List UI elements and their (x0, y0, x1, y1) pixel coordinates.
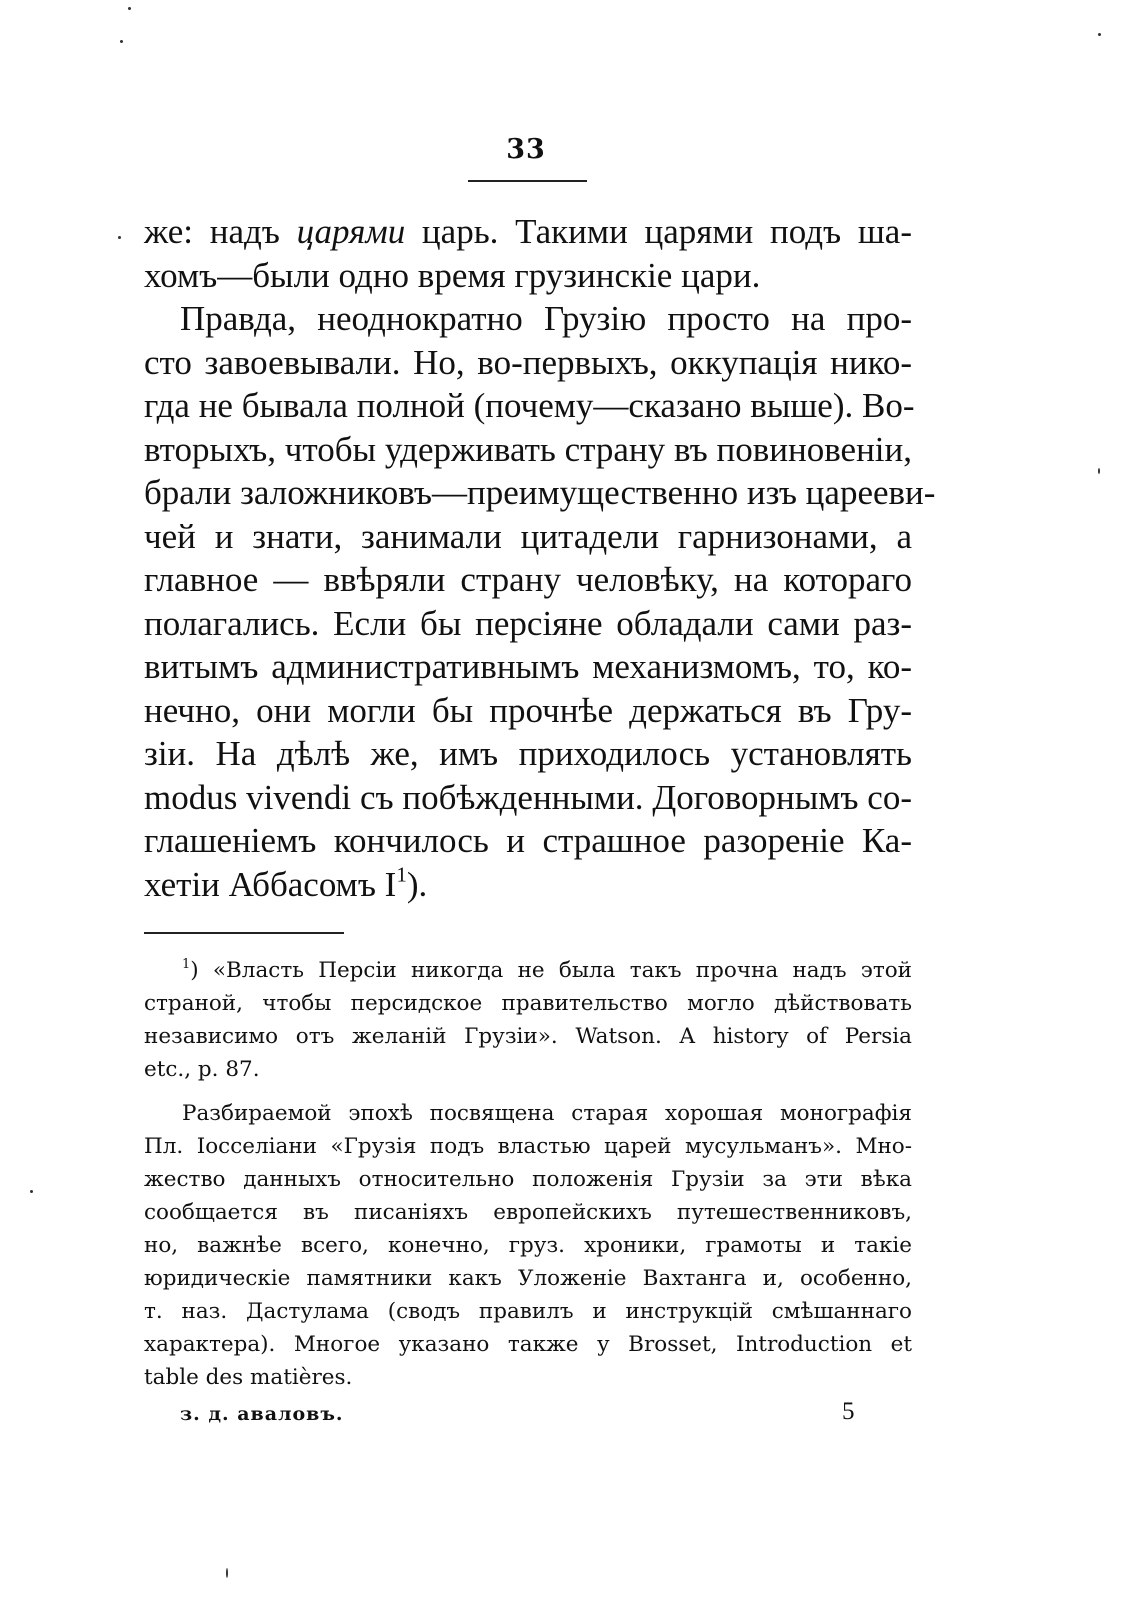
body-line: Правда, неоднократно Грузію просто на про- (180, 299, 912, 338)
footnote-line: страной, чтобы персидское правительство могло дѣйствовать (144, 991, 912, 1016)
footnote-line: т. наз. Дастулама (сводъ правилъ и инструкцій смѣшаннаго (144, 1299, 912, 1324)
footnote-reference[interactable]: 1 (396, 861, 407, 886)
body-line: хомъ—были одно время грузинскіе цари. (144, 255, 761, 295)
footnote-text: ) «Власть Персіи никогда не была такъ прочна надъ этой (190, 958, 912, 983)
body-line-text: хетіи Аббасомъ I (144, 864, 397, 904)
footnote-line: etc., p. 87. (144, 1057, 260, 1082)
body-line: гда не бывала полной (почему—сказано выше). Во- (144, 386, 915, 425)
footnote-line: но, важнѣе всего, конечно, груз. хроники, грамоты и такіе (144, 1233, 912, 1258)
footnote-line: table des matières. (144, 1365, 353, 1390)
body-line-text: царь. Такими царями подъ ша- (405, 212, 912, 251)
sheet-number: 5 (842, 1398, 855, 1425)
footnote-gap (144, 1086, 912, 1097)
body-text (144, 210, 936, 906)
scan-speck (118, 236, 121, 239)
scan-speck (128, 7, 131, 10)
scan-speck (1098, 33, 1101, 36)
footnotes (144, 954, 912, 1394)
body-line: главное — ввѣряли страну человѣку, на котораго (144, 560, 912, 599)
scan-speck (1098, 468, 1100, 474)
scan-speck (30, 1190, 33, 1193)
footnote-line: сообщается въ писаніяхъ европейскихъ путешественниковъ, (144, 1200, 912, 1225)
body-line: зіи. На дѣлѣ же, имъ приходилось установлять (144, 734, 912, 773)
footnote-line: Пл. Іосселіани «Грузія подъ властью царей мусульманъ». Мно- (144, 1134, 912, 1159)
footnote-line: независимо отъ желаній Грузіи». Watson. A history of Persia (144, 1024, 912, 1049)
body-line: витымъ административнымъ механизмомъ, то, ко- (144, 647, 912, 686)
body-line-text: же: надъ (144, 212, 297, 251)
footnote-line (144, 954, 912, 987)
footnote-marker: 1 (182, 956, 191, 972)
page-number: 33 (506, 134, 546, 165)
emphasis-text: царями (296, 212, 406, 251)
body-line: вторыхъ, чтобы удерживать страну въ повиновеніи, (144, 429, 912, 469)
body-line: нечно, они могли бы прочнѣе держаться въ Гру- (144, 690, 912, 730)
printer-signature: з. д. аваловъ. (180, 1403, 344, 1425)
body-line: modus vivendi съ побѣжденными. Договорнымъ со- (144, 777, 912, 817)
body-line: глашеніемъ кончилось и страшное разореніе Ка- (144, 821, 912, 860)
body-line: чей и знати, занимали цитадели гарнизонами, а (144, 516, 912, 556)
body-line (144, 210, 912, 254)
scan-speck (120, 40, 123, 43)
scan-speck (226, 1568, 228, 1578)
body-line (144, 863, 912, 907)
footnote-rule (144, 932, 344, 934)
footnote-line: юридическіе памятники какъ Уложеніе Вахтанга и, особенно, (144, 1266, 912, 1291)
body-line: сто завоевывали. Но, во-первыхъ, оккупація нико- (144, 342, 912, 382)
body-line: полагались. Если бы персіяне обладали сами раз- (144, 603, 912, 643)
footnote-line: Разбираемой эпохѣ посвящена старая хорошая монографія (182, 1101, 912, 1126)
body-line: брали заложниковъ—преимущественно изъ царееви- (144, 473, 936, 512)
footnote-line: характера). Многое указано также у Brosset, Introduction et (144, 1332, 912, 1357)
footnote-line: жество данныхъ относительно положенія Грузіи за эти вѣка (144, 1167, 912, 1192)
body-line-text: ). (406, 864, 428, 904)
page-number-rule (468, 180, 587, 182)
